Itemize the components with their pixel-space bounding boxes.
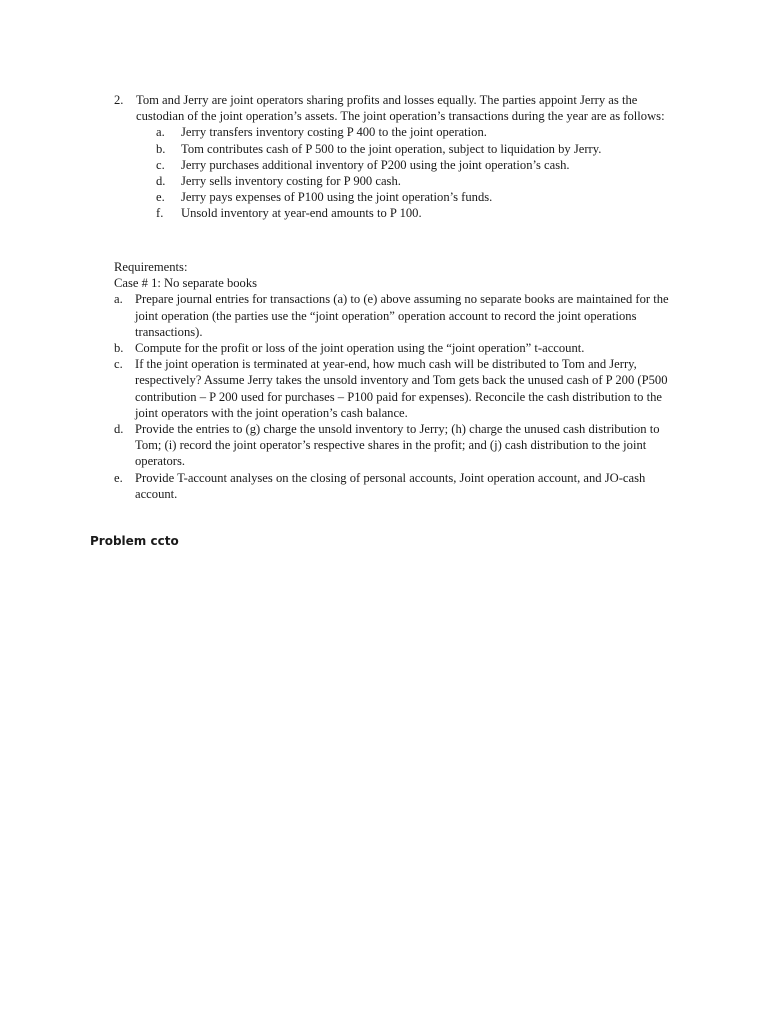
list-item-text: Jerry sells inventory costing for P 900 cash. (181, 174, 401, 189)
list-marker: e. (156, 190, 165, 205)
list-marker: f. (156, 206, 164, 221)
list-item-text: Jerry purchases additional inventory of P200 using the joint operation’s cash. (181, 157, 570, 172)
list-item (156, 173, 679, 189)
list-item-text: Compute for the profit or loss of the joint operation using the “joint operation” t-account. (135, 341, 585, 356)
list-item (114, 291, 679, 340)
list-item (156, 157, 679, 173)
list-item-text: Prepare journal entries for transactions (a) to (e) above assuming no separate books are maintained for the joint operation (the parties use the “joint operation” operation account to record the joint operations transactions). (135, 292, 669, 339)
list-item (114, 421, 679, 470)
list-item-text: Tom contributes cash of P 500 to the joint operation, subject to liquidation by Jerry. (181, 141, 602, 156)
list-marker: d. (156, 174, 166, 189)
list-item (156, 189, 679, 205)
list-marker: c. (156, 157, 165, 172)
list-item (156, 205, 679, 221)
requirements-heading: Requirements: (114, 260, 188, 274)
list-item-text: Provide T-account analyses on the closing of personal accounts, Joint operation account, and JO-cash account. (135, 470, 646, 501)
problem-title: Problem ccto (90, 534, 179, 548)
list-item (114, 356, 679, 421)
problem-section (114, 92, 679, 222)
list-item-text: Provide the entries to (g) charge the unsold inventory to Jerry; (h) charge the unused cash distribution to Tom; (i) record the joint operator’s respective shares in the profit; and (j) cash distribution to the joint operators. (135, 422, 660, 469)
list-item-text: Unsold inventory at year-end amounts to P 100. (181, 206, 422, 221)
problem-intro-row (114, 92, 679, 124)
list-marker: d. (114, 422, 124, 437)
transaction-list (136, 124, 679, 221)
list-item-text: Jerry transfers inventory costing P 400 to the joint operation. (181, 125, 487, 140)
list-marker: a. (114, 292, 123, 307)
list-item (114, 470, 679, 502)
requirements-section (114, 259, 679, 502)
list-item-text: Jerry pays expenses of P100 using the joint operation’s funds. (181, 190, 493, 205)
list-marker: e. (114, 470, 123, 485)
requirements-list (114, 291, 679, 502)
list-marker: b. (114, 341, 124, 356)
list-marker: c. (114, 357, 123, 372)
list-item (114, 340, 679, 356)
list-marker: b. (156, 141, 166, 156)
list-item (156, 141, 679, 157)
list-marker: a. (156, 125, 165, 140)
list-item (156, 124, 679, 140)
list-item-text: If the joint operation is terminated at year-end, how much cash will be distributed to Tom and Jerry, respectively? Assume Jerry takes the unsold inventory and Tom gets back the unused cash of P 200 (P500 contribution – P 200 used for purchases – P100 paid for expenses). Reconcile the cash distribution to the joint operators with the joint operation’s cash balance. (135, 357, 668, 420)
problem-intro: Tom and Jerry are joint operators sharing profits and losses equally. The parties appoint Jerry as the custodian of the joint operation’s assets. The joint operation’s transactions during the year are as follows: (136, 93, 665, 124)
case-title: Case # 1: No separate books (114, 276, 258, 291)
problem-number: 2. (114, 93, 124, 107)
